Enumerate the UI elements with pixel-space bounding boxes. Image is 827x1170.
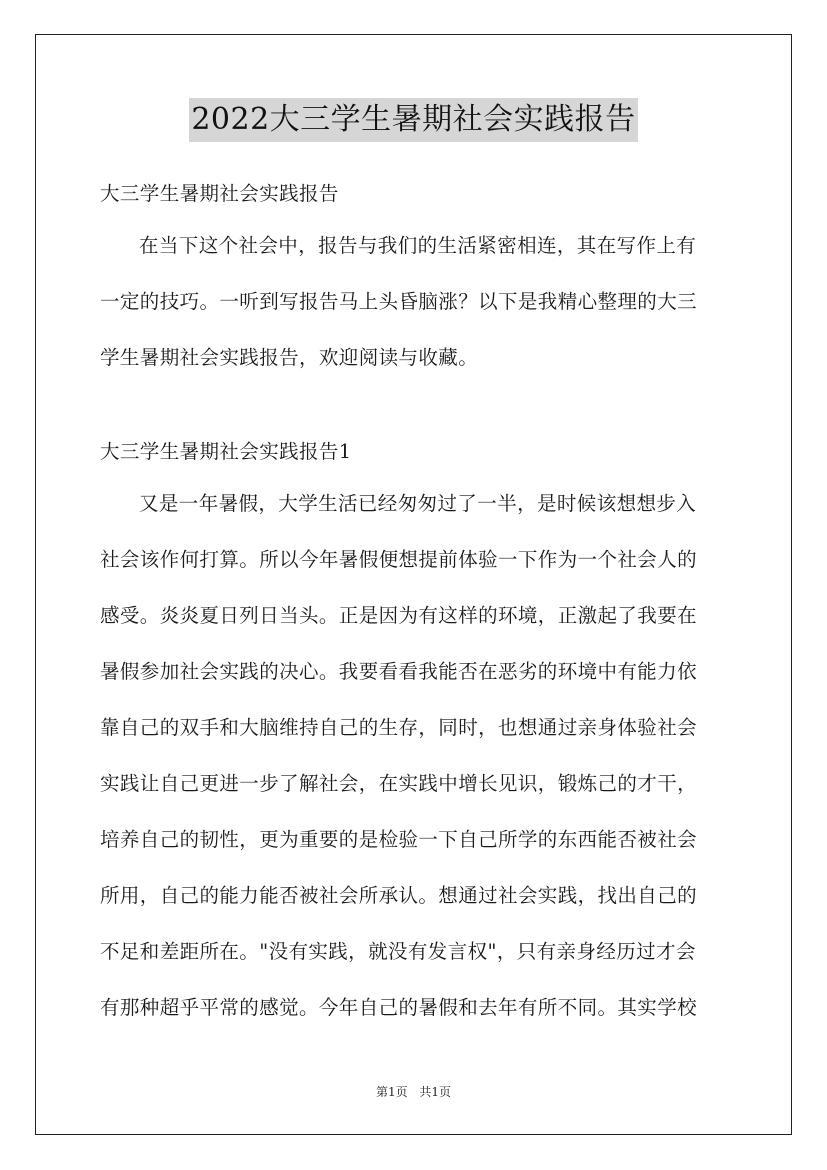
intro-line: 一定的技巧。一听到写报告马上头昏脑涨？以下是我精心整理的大三 — [100, 290, 698, 313]
body-line: 暑假参加社会实践的决心。我要看看我能否在恶劣的环境中有能力依 — [100, 660, 698, 683]
body-line: 实践让自己更进一步了解社会，在实践中增长见识，锻炼己的才干， — [100, 772, 698, 795]
document-subtitle: 大三学生暑期社会实践报告 — [100, 182, 339, 205]
section-heading: 大三学生暑期社会实践报告1 — [100, 440, 352, 463]
body-line: 又是一年暑假，大学生活已经匆匆过了一半，是时候该想想步入 — [139, 492, 697, 515]
document-body — [100, 176, 728, 1036]
body-line: 感受。炎炎夏日列日当头。正是因为有这样的环境，正激起了我要在 — [100, 604, 698, 627]
body-line: 培养自己的韧性，更为重要的是检验一下自己所学的东西能否被社会 — [100, 828, 698, 851]
title-container — [0, 98, 827, 142]
page-number-current: 第1页 — [375, 1085, 408, 1099]
page-footer — [0, 1083, 827, 1100]
body-line: 靠自己的双手和大脑维持自己的生存，同时，也想通过亲身体验社会 — [100, 716, 698, 739]
body-line: 社会该作何打算。所以今年暑假便想提前体验一下作为一个社会人的 — [100, 548, 698, 571]
body-line: 所用，自己的能力能否被社会所承认。想通过社会实践，找出自己的 — [100, 884, 698, 907]
intro-line: 学生暑期社会实践报告，欢迎阅读与收藏。 — [100, 346, 479, 369]
body-line: 不足和差距所在。"没有实践，就没有发言权"，只有亲身经历过才会 — [100, 940, 696, 963]
intro-line: 在当下这个社会中，报告与我们的生活紧密相连，其在写作上有 — [139, 234, 697, 257]
document-title: 2022大三学生暑期社会实践报告 — [189, 98, 637, 142]
page-number-total: 共1页 — [419, 1085, 452, 1099]
body-line: 有那种超乎平常的感觉。今年自己的暑假和去年有所不同。其实学校 — [100, 996, 698, 1019]
